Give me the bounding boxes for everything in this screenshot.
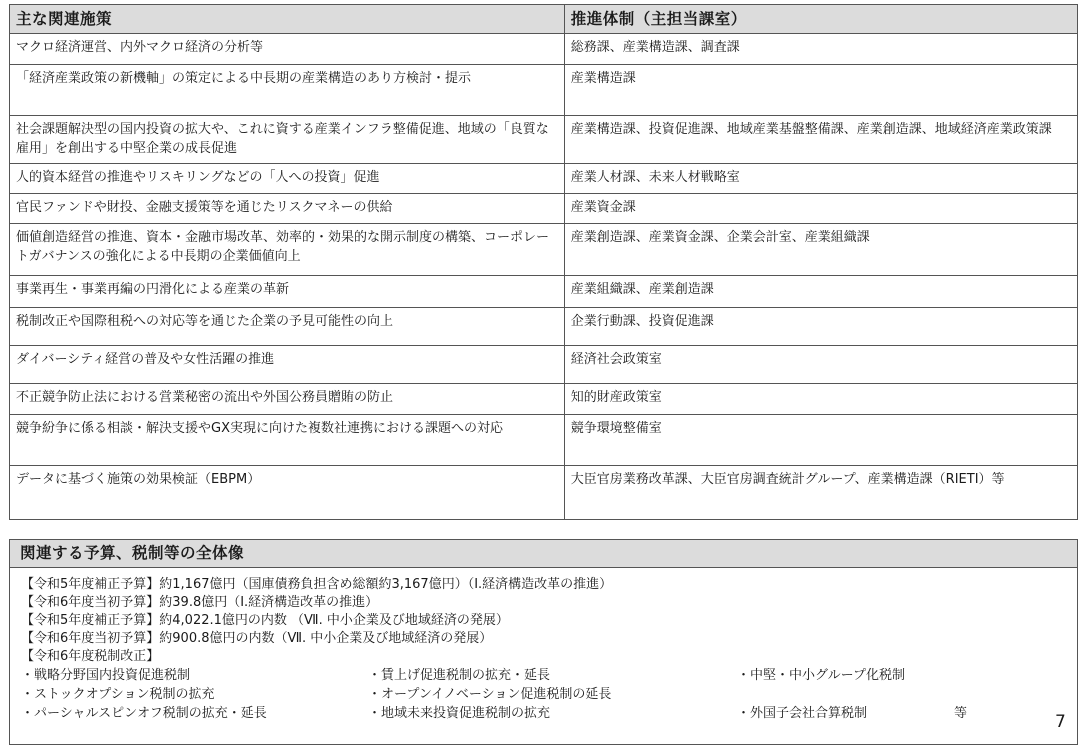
policy-cell: 価値創造経営の推進、資本・金融市場改革、効率的・効果的な開示制度の構築、コーポレートガバナンスの強化による中長期の企業価値向上 <box>10 224 565 276</box>
budget-line: 【令和5年度補正予算】約4,022.1億円の内数 （Ⅶ. 中小企業及び地域経済の発展） <box>21 613 509 628</box>
org-cell: 総務課、産業構造課、調査課 <box>564 34 1077 65</box>
org-cell: 産業人材課、未来人材戦略室 <box>564 164 1077 194</box>
table-header-row <box>10 5 1078 34</box>
tax-item: ・ストックオプション税制の拡充 <box>21 687 215 702</box>
table-row <box>10 65 1078 116</box>
org-cell: 産業組織課、産業創造課 <box>564 276 1077 308</box>
table-row <box>10 346 1078 384</box>
policy-cell: 社会課題解決型の国内投資の拡大や、これに資する産業インフラ整備促進、地域の「良質な雇用」を創出する中堅企業の成長促進 <box>10 116 565 164</box>
page-number: 7 <box>1055 712 1066 732</box>
table-row <box>10 224 1078 276</box>
org-cell: 産業構造課、投資促進課、地域産業基盤整備課、産業創造課、地域経済産業政策課 <box>564 116 1077 164</box>
budget-line: 【令和6年度当初予算】約39.8億円（Ⅰ.経済構造改革の推進） <box>21 595 379 610</box>
tax-reform-heading: 【令和6年度税制改正】 <box>21 649 160 664</box>
table-row <box>10 34 1078 65</box>
tax-item: ・中堅・中小グループ化税制 <box>737 668 905 683</box>
policy-cell: 不正競争防止法における営業秘密の流出や外国公務員贈賄の防止 <box>10 384 565 415</box>
tax-item: ・外国子会社合算税制 <box>737 706 868 721</box>
table-row <box>10 276 1078 308</box>
etc-label: 等 <box>954 706 968 721</box>
table-row <box>10 308 1078 346</box>
summary-title: 関連する予算、税制等の全体像 <box>9 539 1078 568</box>
org-cell: 企業行動課、投資促進課 <box>564 308 1077 346</box>
policy-cell: 官民ファンドや財投、金融支援策等を通じたリスクマネーの供給 <box>10 194 565 224</box>
policy-cell: ダイバーシティ経営の普及や女性活躍の推進 <box>10 346 565 384</box>
org-cell: 競争環境整備室 <box>564 415 1077 466</box>
budget-line: 【令和6年度当初予算】約900.8億円の内数（Ⅶ. 中小企業及び地域経済の発展） <box>21 631 493 646</box>
policy-cell: 税制改正や国際租税への対応等を通じた企業の予見可能性の向上 <box>10 308 565 346</box>
header-organization: 推進体制（主担当課室） <box>564 5 1077 34</box>
tax-item: ・戦略分野国内投資促進税制 <box>21 668 191 683</box>
policy-cell: 競争紛争に係る相談・解決支援やGX実現に向けた複数社連携における課題への対応 <box>10 415 565 466</box>
policy-cell: 事業再生・事業再編の円滑化による産業の革新 <box>10 276 565 308</box>
policy-cell: 人的資本経営の推進やリスキリングなどの「人への投資」促進 <box>10 164 565 194</box>
table-row <box>10 194 1078 224</box>
table-row <box>10 415 1078 466</box>
policy-cell: 「経済産業政策の新機軸」の策定による中長期の産業構造のあり方検討・提示 <box>10 65 565 116</box>
tax-item: ・オープンイノベーション促進税制の延長 <box>368 687 612 702</box>
tax-item: ・賃上げ促進税制の拡充・延長 <box>368 668 551 683</box>
header-policies: 主な関連施策 <box>10 5 565 34</box>
summary-body <box>9 568 1078 745</box>
table-row <box>10 466 1078 520</box>
table-row <box>10 164 1078 194</box>
org-cell: 知的財産政策室 <box>564 384 1077 415</box>
policy-table <box>9 4 1078 520</box>
org-cell: 経済社会政策室 <box>564 346 1077 384</box>
budget-line: 【令和5年度補正予算】約1,167億円（国庫債務負担含め総額約3,167億円）（Ⅰ.経済構造改革の推進） <box>21 577 613 592</box>
org-cell: 産業創造課、産業資金課、企業会計室、産業組織課 <box>564 224 1077 276</box>
table-row <box>10 116 1078 164</box>
table-row <box>10 384 1078 415</box>
org-cell: 産業構造課 <box>564 65 1077 116</box>
policy-cell: データに基づく施策の効果検証（EBPM） <box>10 466 565 520</box>
tax-item: ・地域未来投資促進税制の拡充 <box>368 706 551 721</box>
org-cell: 大臣官房業務改革課、大臣官房調査統計グループ、産業構造課（RIETI）等 <box>564 466 1077 520</box>
tax-item: ・パーシャルスピンオフ税制の拡充・延長 <box>21 706 267 721</box>
org-cell: 産業資金課 <box>564 194 1077 224</box>
policy-cell: マクロ経済運営、内外マクロ経済の分析等 <box>10 34 565 65</box>
